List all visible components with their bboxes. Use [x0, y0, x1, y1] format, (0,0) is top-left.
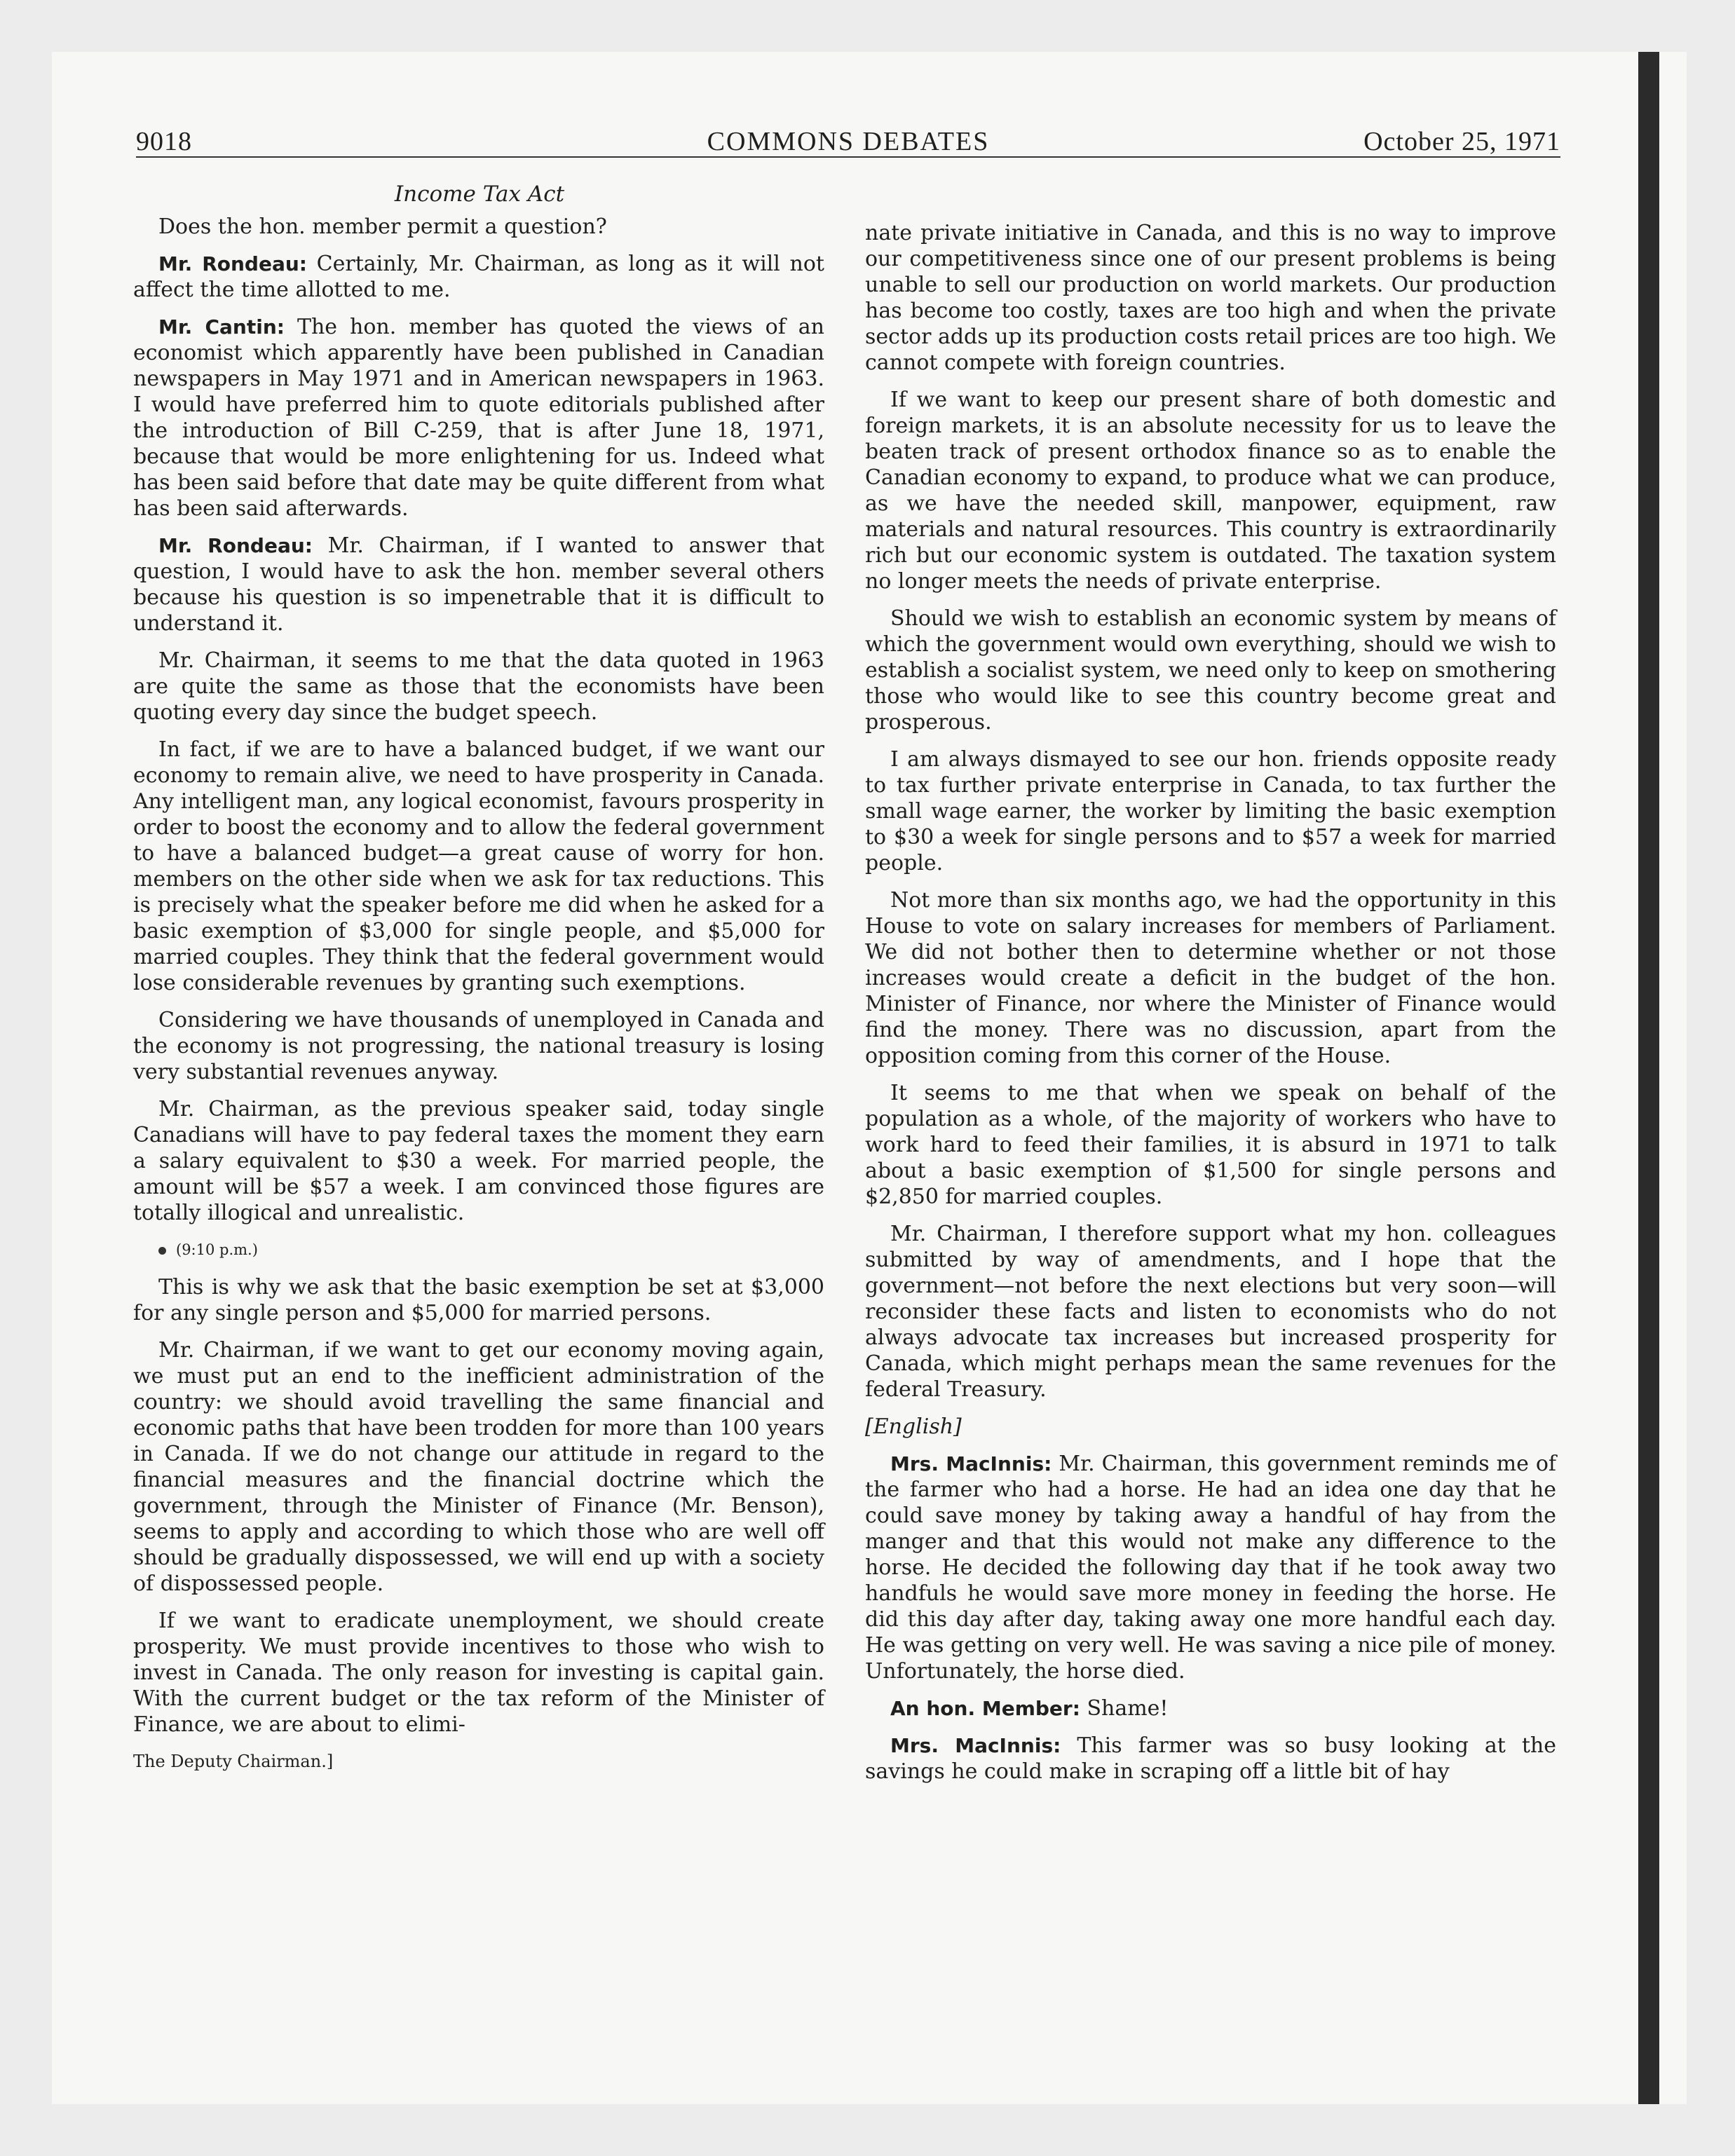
- scan-edge-bar: [1638, 52, 1659, 2104]
- paragraph: [133, 533, 824, 636]
- paragraph: [865, 1696, 1556, 1721]
- paragraph: Mr. Chairman, as the previous speaker said, today single Canadians will have to pay federal taxes the moment they earn a salary equivalent to $30 a week. For married people, the amount will be $57 a week. I am convinced those figures are totally illogical and unrealistic.: [133, 1097, 824, 1225]
- paragraph: Mr. Chairman, if we want to get our economy moving again, we must put an end to the inefficient administration of the country: we should avoid travelling the same financial and economic paths that have been trodden for more than 100 years in Canada. If we do not change our attitude in regard to the financial measures and the financial doctrine which the government, through the Minister of Finance (Mr. Benson), seems to apply and according to which those who are well off should be gradually dispossessed, we will end up with a society of dispossessed people.: [133, 1338, 824, 1596]
- header-date: October 25, 1971: [1363, 127, 1560, 156]
- paragraph: Should we wish to establish an economic system by means of which the government would own everything, should we wish to establish a socialist system, we need only to keep on smothering those who would like to see this country become great and prosperous.: [865, 606, 1556, 735]
- bullet-icon: [158, 1247, 166, 1255]
- speaker-name: Mr. Rondeau:: [158, 252, 307, 275]
- speaker-name: Mrs. MacInnis:: [890, 1452, 1052, 1475]
- publication-title: COMMONS DEBATES: [707, 127, 990, 156]
- speech-text: Mr. Chairman, if I wanted to answer that question, I would have to ask the hon. member several others because his question is so impenetrable that it is difficult to understand it.: [133, 533, 824, 636]
- language-note: [English]: [865, 1414, 962, 1439]
- paragraph: I am always dismayed to see our hon. friends opposite ready to tax further private enterprise in Canada, to tax further the small wage earner, the worker by limiting the basic exemption to $30 a week for single persons and to $57 a week for married people.: [865, 747, 1556, 875]
- paragraph: If we want to keep our present share of both domestic and foreign markets, it is an absolute necessity for us to leave the beaten track of present orthodox finance so as to enable the Canadian economy to expand, to produce what we can produce, as we have the needed skill, manpower, equipment, raw materials and natural resources. This country is extraordinarily rich but our economic system is outdated. The taxation system no longer meets the needs of private enterprise.: [865, 388, 1556, 594]
- page-header: [136, 126, 1560, 157]
- paragraph: If we want to eradicate unemployment, we should create prosperity. We must provide incentives to those who wish to invest in Canada. The only reason for investing is capital gain. With the current budget or the tax reform of the Minister of Finance, we are about to elimi-: [133, 1609, 824, 1737]
- header-rule: [136, 156, 1560, 158]
- paragraph: [865, 1451, 1556, 1684]
- speech-text: Mr. Chairman, this government reminds me of the farmer who had a horse. He had an idea one day that he could save money by taking away a handful of hay from the manger and that this would not make any difference to the horse. He decided the following day that if he took away two handfuls he would save more money in feeding the horse. He did this day after day, taking away one more handful each day. He was getting on very well. He was saving a nice pile of money. Unfortunately, the horse died.: [865, 1452, 1556, 1684]
- speech-text: The hon. member has quoted the views of an economist which apparently have been published in Canadian newspapers in May 1971 and in American newspapers in 1963. I would have preferred him to quote editorials published after the introduction of Bill C-259, that is after June 18, 1971, because that would be more enlightening for us. Indeed what has been said before that date may be quite different from what has been said afterwards.: [133, 315, 824, 521]
- paragraph: Not more than six months ago, we had the opportunity in this House to vote on salary increases for members of Parliament. We did not bother then to determine whether or not those increases would create a deficit in the budget of the hon. Minister of Finance, nor where the Minister of Finance would find the money. There was no discussion, apart from the opposition coming from this corner of the House.: [865, 888, 1556, 1068]
- paragraph: nate private initiative in Canada, and this is no way to improve our competitiveness since one of our present problems is being unable to sell our production on world markets. Our production has become too costly, taxes are too high and when the private sector adds up its production costs retail prices are too high. We cannot compete with foreign countries.: [865, 221, 1556, 375]
- speech-text: Certainly, Mr. Chairman, as long as it will not affect the time allotted to me.: [133, 252, 824, 302]
- paragraph: [865, 1733, 1556, 1785]
- time-stamp: [133, 1237, 824, 1263]
- section-title: Income Tax Act: [394, 182, 565, 207]
- paragraph: Mr. Chairman, it seems to me that the data quoted in 1963 are quite the same as those that the economists have been quoting every day since the budget speech.: [133, 648, 824, 725]
- speaker-name: Mr. Rondeau:: [158, 534, 313, 557]
- left-column: [133, 214, 824, 1786]
- paragraph: Mr. Chairman, I therefore support what my hon. colleagues submitted by way of amendments, and I hope that the government—not before the next elections but very soon—will reconsider these facts and listen to economists who do not always advocate tax increases but increased prosperity for Canada, which might perhaps mean the same revenues for the federal Treasury.: [865, 1222, 1556, 1402]
- speech-text: Shame!: [1080, 1696, 1169, 1721]
- paragraph: In fact, if we are to have a balanced budget, if we want our economy to remain alive, we need to have prosperity in Canada. Any intelligent man, any logical economist, favours prosperity in order to boost the economy and to allow the federal government to have a balanced budget—a great cause of worry for hon. members on the other side when we ask for tax reductions. This is precisely what the speaker before me did when he asked for a basic exemption of $3,000 for single people, and $5,000 for married couples. They think that the federal government would lose considerable revenues by granting such exemptions.: [133, 737, 824, 995]
- right-column: [865, 220, 1556, 1796]
- speech-text: This farmer was so busy looking at the savings he could make in scraping off a little bit of hay: [865, 1733, 1557, 1784]
- page-number: 9018: [136, 127, 192, 156]
- speaker-name: An hon. Member:: [890, 1697, 1080, 1720]
- paragraph: [133, 251, 824, 303]
- paragraph: Considering we have thousands of unemployed in Canada and the economy is not progressing, the national treasury is losing very substantial revenues anyway.: [133, 1008, 824, 1084]
- paragraph: [133, 314, 824, 521]
- speaker-name: Mrs. MacInnis:: [890, 1734, 1061, 1757]
- speaker-name: Mr. Cantin:: [158, 315, 285, 339]
- paragraph: It seems to me that when we speak on behalf of the population as a whole, of the majority of workers who have to work hard to feed their families, it is absurd in 1971 to talk about a basic exemption of $1,500 for single persons and $2,850 for married couples.: [865, 1081, 1556, 1209]
- time-stamp-text: (9:10 p.m.): [176, 1241, 258, 1258]
- paragraph: Does the hon. member permit a question?: [158, 214, 607, 239]
- footnote: The Deputy Chairman.]: [133, 1752, 334, 1771]
- paragraph: This is why we ask that the basic exemption be set at $3,000 for any single person and $5,000 for married persons.: [133, 1275, 824, 1325]
